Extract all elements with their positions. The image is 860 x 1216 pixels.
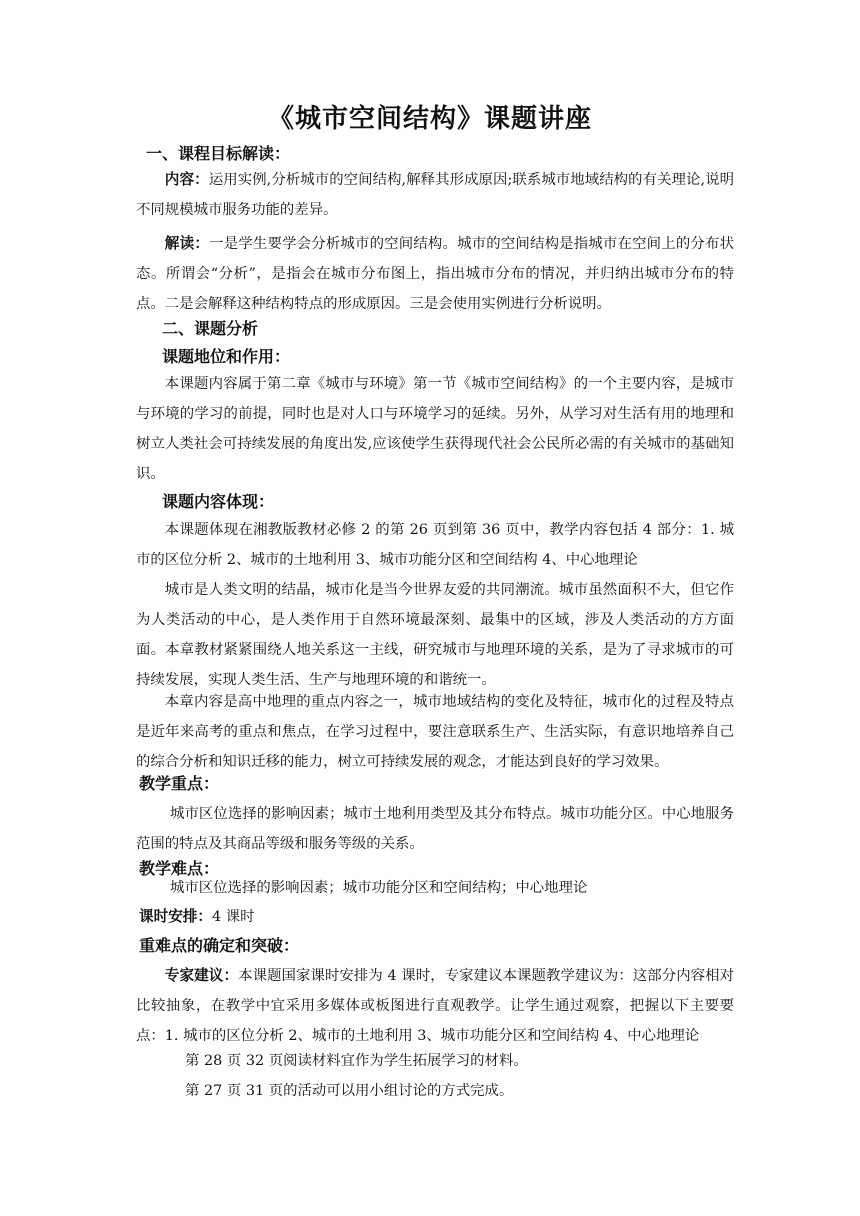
position-heading: 课题地位和作用： xyxy=(162,347,291,366)
difficult-points-heading: 教学难点： xyxy=(139,859,220,878)
content-text: 运用实例,分析城市的空间结构,解释其形成原因;联系城市地域结构的有关理论,说明不同规模城市服务功能的差异。 xyxy=(136,172,734,218)
content-paragraph-3: 本章内容是高中地理的重点内容之一，城市地域结构的变化及特征，城市化的过程及特点是近年来高考的重点和焦点，在学习过程中，要注意联系生产、生活实际，有意识地培养自己的综合分析和知识迁移的能力，树立可持续发展的观念，才能达到良好的学习效果。 xyxy=(136,694,734,770)
key-points-heading: 教学重点： xyxy=(139,774,220,793)
expert-label: 专家建议： xyxy=(164,967,239,984)
section1-heading: 一、课程目标解读： xyxy=(146,144,291,163)
section2-heading: 二、课题分析 xyxy=(162,319,259,338)
interpretation-text: 一是学生要学会分析城市的空间结构。城市的空间结构是指城市在空间上的分布状态。所谓会“分析”，是指会在城市分布图上，指出城市分布的情况，并归纳出城市分布的特点。二是会解释这种结构特点的形成原因。三是会使用实例进行分析说明。 xyxy=(136,236,734,312)
difficult-points-paragraph: 城市区位选择的影响因素；城市功能分区和空间结构；中心地理论 xyxy=(170,880,588,896)
content-embodiment-heading: 课题内容体现： xyxy=(162,492,275,511)
content-label: 内容： xyxy=(164,171,209,188)
breakthrough-heading: 重难点的确定和突破： xyxy=(139,936,300,955)
content-paragraph-2: 城市是人类文明的结晶，城市化是当今世界友爱的共同潮流。城市虽然面积不大，但它作为人类活动的中心，是人类作用于自然环境最深刻、最集中的区域，涉及人类活动的方方面面。本章教材紧紧围绕人地关系这一主线，研究城市与地理环境的关系，是为了寻求城市的可持续发展，实现人类生活、生产与地理环境的和谐统一。 xyxy=(136,582,734,688)
activity-note: 第 27 页 31 页的活动可以用小组讨论的方式完成。 xyxy=(185,1083,514,1099)
content-paragraph-1: 本课题体现在湘教版教材必修 2 的第 26 页到第 36 页中，教学内容包括 4 部分：1. 城市的区位分析 2、城市的土地利用 3、城市功能分区和空间结构 4、中心地理论 xyxy=(136,522,734,568)
interpretation-paragraph xyxy=(136,229,734,319)
interpretation-label: 解读： xyxy=(164,235,210,252)
document-title: 《城市空间结构》课题讲座 xyxy=(267,104,592,134)
expert-text: 本课题国家课时安排为 4 课时，专家建议本课题教学建议为：这部分内容相对比较抽象，在教学中宜采用多媒体或板图进行直观教学。让学生通过观察，把握以下主要要点：1. 城市的区位分析 2、城市的土地利用 3、城市功能分区和空间结构 4、中心地理论 xyxy=(136,968,734,1044)
key-points-paragraph: 城市区位选择的影响因素；城市土地利用类型及其分布特点。城市功能分区。中心地服务范围的特点及其商品等级和服务等级的关系。 xyxy=(136,806,734,852)
position-paragraph: 本课题内容属于第二章《城市与环境》第一节《城市空间结构》的一个主要内容，是城市与环境的学习的前提，同时也是对人口与环境学习的延续。另外，从学习对生活有用的地理和树立人类社会可持续发展的角度出发,应该使学生获得现代社会公民所必需的有关城市的基础知识。 xyxy=(136,376,734,482)
schedule-value: 4 课时 xyxy=(211,909,255,925)
reading-material-note: 第 28 页 32 页阅读材料宜作为学生拓展学习的材料。 xyxy=(185,1053,528,1069)
course-content-paragraph xyxy=(136,165,734,225)
schedule-label: 课时安排： xyxy=(139,908,212,925)
schedule-line xyxy=(139,902,737,932)
expert-advice-paragraph xyxy=(136,961,734,1051)
